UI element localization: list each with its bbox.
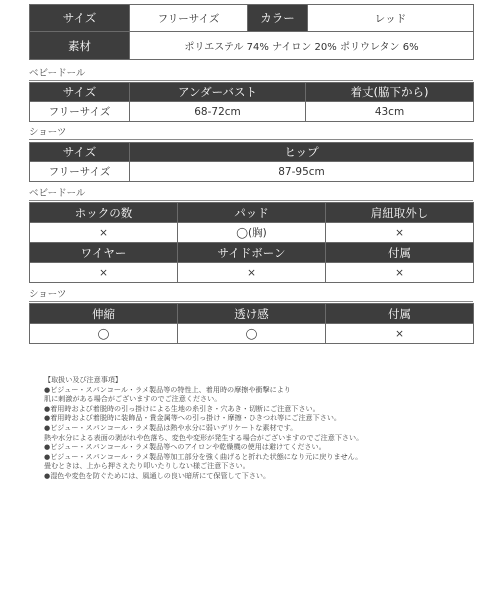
shorts-size-header-hip: ヒップ bbox=[130, 143, 474, 162]
care-note-line: ●着用時および着脱時の引っ掛けによる生地の糸引き・穴あき・切断にご注意下さい。 bbox=[44, 403, 320, 413]
size-label: サイズ bbox=[30, 5, 130, 32]
spec-table bbox=[29, 4, 474, 60]
babydoll-feature-value-strap: × bbox=[326, 223, 474, 243]
divider bbox=[29, 139, 473, 140]
babydoll-size-value-size: フリーサイズ bbox=[30, 102, 130, 122]
care-notes-heading: 【取扱い及び注意事項】 bbox=[44, 375, 123, 384]
babydoll-features-table bbox=[29, 202, 474, 283]
care-notes bbox=[44, 375, 484, 481]
babydoll-feature-header-wire: ワイヤー bbox=[30, 243, 178, 263]
shorts-feature-value-accessory: × bbox=[326, 324, 474, 344]
shorts-size-value-hip: 87-95cm bbox=[130, 162, 474, 182]
care-note-line: ●着用時および着脱時に装飾品・貴金属等への引っ掛け・摩擦・ひきつれ等にご注意下さい。 bbox=[44, 413, 342, 423]
care-note-line: ●ビジュー・スパンコール・ラメ製品等の特性上、着用時の摩擦や衝撃により bbox=[44, 384, 291, 394]
color-value: レッド bbox=[308, 5, 474, 32]
babydoll-size-header-size: サイズ bbox=[30, 83, 130, 102]
shorts-feature-header-accessory: 付属 bbox=[326, 304, 474, 324]
babydoll-feature-header-accessory: 付属 bbox=[326, 243, 474, 263]
babydoll-feature-value-pad: ◯(胸) bbox=[178, 223, 326, 243]
spec-table-block bbox=[29, 4, 473, 59]
shorts-feature-value-stretch: ◯ bbox=[30, 324, 178, 344]
babydoll-feature-value-wire: × bbox=[30, 263, 178, 283]
babydoll-feature-header-strap: 肩紐取外し bbox=[326, 203, 474, 223]
care-note-line: ●ビジュー・スパンコール・ラメ製品は熱や水分に弱いデリケートな素材です。 bbox=[44, 422, 298, 432]
babydoll-feature-value-hooks: × bbox=[30, 223, 178, 243]
babydoll-feature-header-sidebone: サイドボーン bbox=[178, 243, 326, 263]
shorts-features-block bbox=[29, 303, 473, 343]
babydoll-feature-value-sidebone: × bbox=[178, 263, 326, 283]
care-note-line: 肌に刺激がある場合がございますのでご注意ください。 bbox=[44, 394, 222, 404]
shorts-size-header-size: サイズ bbox=[30, 143, 130, 162]
babydoll-features-block bbox=[29, 202, 473, 282]
shorts-size-table bbox=[29, 142, 474, 182]
material-label: 素材 bbox=[30, 32, 130, 60]
care-note-line: ●ビジュー・スパンコール・ラメ製品等へのアイロンや乾燥機の使用は避けてください。 bbox=[44, 442, 326, 452]
care-note-line: ●ビジュー・スパンコール・ラメ製品等加工部分を強く曲げると折れた状態になり元に戻りません。 bbox=[44, 451, 363, 461]
material-value: ポリエステル 74% ナイロン 20% ポリウレタン 6% bbox=[130, 32, 474, 60]
size-value: フリーサイズ bbox=[130, 5, 248, 32]
divider bbox=[29, 301, 473, 302]
shorts-size-title: ショーツ bbox=[29, 127, 67, 138]
babydoll-size-block bbox=[29, 82, 473, 121]
care-note-line: ●湿色や変色を防ぐためには、風通しの良い暗所にて保管して下さい。 bbox=[44, 470, 271, 480]
babydoll-size-header-underbust: アンダーバスト bbox=[130, 83, 306, 102]
shorts-size-value-size: フリーサイズ bbox=[30, 162, 130, 182]
shorts-feature-header-stretch: 伸縮 bbox=[30, 304, 178, 324]
shorts-features-table bbox=[29, 303, 474, 344]
shorts-feature-header-sheer: 透け感 bbox=[178, 304, 326, 324]
care-note-line: 畳むときは、上から押さえたり叩いたりしない様ご注意下さい。 bbox=[44, 461, 250, 471]
babydoll-features-title: ベビードール bbox=[29, 188, 86, 199]
babydoll-feature-header-hooks: ホックの数 bbox=[30, 203, 178, 223]
divider bbox=[29, 80, 473, 81]
divider bbox=[29, 200, 473, 201]
babydoll-feature-value-accessory: × bbox=[326, 263, 474, 283]
color-label: カラー bbox=[248, 5, 308, 32]
care-note-line: 熱や水分による表面の剥がれや色落ち、変色や変形が発生する場合がございますのでご注意下さい。 bbox=[44, 432, 364, 442]
shorts-features-title: ショーツ bbox=[29, 289, 67, 300]
babydoll-size-header-length: 着丈(脇下から) bbox=[306, 83, 474, 102]
shorts-feature-value-sheer: ◯ bbox=[178, 324, 326, 344]
shorts-size-block bbox=[29, 142, 473, 181]
babydoll-size-value-length: 43cm bbox=[306, 102, 474, 122]
babydoll-size-title: ベビードール bbox=[29, 68, 86, 79]
babydoll-size-value-underbust: 68-72cm bbox=[130, 102, 306, 122]
babydoll-size-table bbox=[29, 82, 474, 122]
babydoll-feature-header-pad: パッド bbox=[178, 203, 326, 223]
